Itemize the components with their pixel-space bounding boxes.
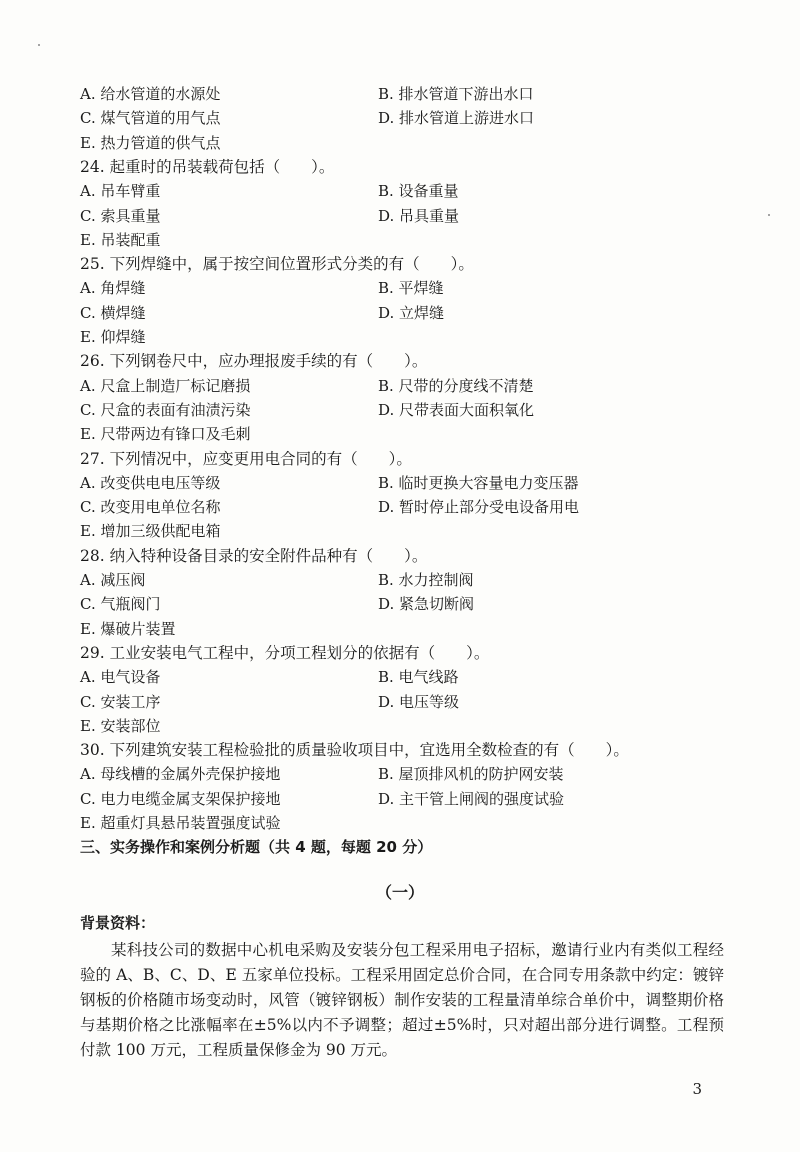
option-single: E. 安装部位 (80, 716, 161, 735)
option-single: E. 吊装配重 (80, 230, 161, 249)
option-single: E. 热力管道的供气点 (80, 133, 221, 152)
option-right: B. 平焊缝 (378, 279, 444, 298)
case-title: （一） (375, 883, 424, 902)
option-row (80, 374, 740, 398)
option-left: A. 改变供电电压等级 (80, 473, 221, 492)
option-row (80, 568, 740, 592)
background-label: 背景资料： (80, 914, 156, 932)
option-right: B. 水力控制阀 (378, 571, 474, 589)
option-row (80, 82, 740, 106)
option-single: E. 仰焊缝 (80, 328, 146, 346)
option-single: E. 超重灯具悬吊装置强度试验 (80, 814, 281, 832)
option-left: A. 吊车臂重 (80, 182, 161, 201)
option-left: C. 气瓶阀门 (80, 595, 161, 614)
option-single: E. 增加三级供配电箱 (80, 522, 221, 541)
option-right: D. 暂时停止部分受电设备用电 (378, 498, 580, 517)
option-right: D. 立焊缝 (378, 303, 445, 322)
option-row (80, 106, 740, 130)
option-row (80, 787, 740, 811)
option-right: D. 吊具重量 (378, 206, 460, 225)
option-right: B. 设备重量 (378, 182, 459, 201)
option-left: C. 安装工序 (80, 692, 161, 711)
option-row (80, 276, 740, 300)
option-left: C. 索具重量 (80, 206, 161, 225)
option-left: A. 角焊缝 (80, 279, 146, 298)
option-row (80, 592, 740, 616)
option-right: D. 主干管上闸阀的强度试验 (378, 789, 565, 808)
option-right: D. 紧急切断阀 (378, 595, 475, 614)
question-stem: 30. 下列建筑安装工程检验批的质量验收项目中，宜选用全数检查的有（ ）。 (80, 741, 629, 760)
scan-speck (768, 214, 770, 216)
option-right: B. 电气线路 (378, 668, 459, 687)
option-right: D. 电压等级 (378, 692, 460, 711)
option-left: A. 减压阀 (80, 571, 146, 589)
page-number: 3 (692, 1080, 702, 1098)
background-paragraph: 某科技公司的数据中心机电采购及安装分包工程采用电子招标，邀请行业内有类似工程经验的 A、B、C、D、E 五家单位投标。工程采用固定总价合同，在合同专用条款中约定：镀锌钢板的价格随市场变动时，风管（镀锌钢板）制作安装的工程量清单综合单价中，调整期价格与基期价格之比涨幅率在±5%以内不予调整；超过±5%时，只对超出部分进行调整。工程预付款 100 万元，工程质量保修金为 90 万元。 (80, 941, 724, 1059)
question-stem: 28. 纳入特种设备目录的安全附件品种有（ ）。 (80, 546, 428, 565)
option-left: A. 电气设备 (80, 668, 161, 687)
option-right: D. 排水管道上游进水口 (378, 109, 535, 128)
option-left: C. 电力电缆金属支架保护接地 (80, 789, 281, 808)
option-right: B. 排水管道下游出水口 (378, 85, 534, 103)
option-row (80, 301, 740, 325)
option-left: A. 尺盒上制造厂标记磨损 (80, 376, 251, 395)
option-row (80, 690, 740, 714)
question-stem: 24. 起重时的吊装载荷包括（ ）。 (80, 157, 335, 176)
question-stem: 29. 工业安装电气工程中，分项工程划分的依据有（ ）。 (80, 643, 490, 662)
scan-speck (38, 44, 40, 46)
question-stem: 27. 下列情况中，应变更用电合同的有（ ）。 (80, 449, 412, 468)
section-heading: 三、实务操作和案例分析题（共 4 题，每题 20 分） (80, 838, 433, 857)
option-right: B. 临时更换大容量电力变压器 (378, 473, 579, 492)
option-row (80, 471, 740, 495)
option-row (80, 665, 740, 689)
option-right: B. 屋顶排风机的防护网安装 (378, 765, 564, 784)
option-row (80, 495, 740, 519)
option-row (80, 204, 740, 228)
question-stem: 25. 下列焊缝中，属于按空间位置形式分类的有（ ）。 (80, 255, 474, 274)
option-row (80, 762, 740, 786)
option-row (80, 398, 740, 422)
option-left: C. 改变用电单位名称 (80, 498, 221, 517)
option-single: E. 尺带两边有锋口及毛刺 (80, 425, 251, 444)
option-right: B. 尺带的分度线不清楚 (378, 376, 534, 395)
option-left: A. 母线槽的金属外壳保护接地 (80, 765, 281, 784)
option-row (80, 179, 740, 203)
option-left: C. 尺盒的表面有油渍污染 (80, 400, 251, 419)
question-stem: 26. 下列钢卷尺中，应办理报废手续的有（ ）。 (80, 352, 428, 371)
option-left: C. 横焊缝 (80, 303, 146, 322)
option-left: C. 煤气管道的用气点 (80, 109, 221, 128)
option-single: E. 爆破片装置 (80, 619, 176, 638)
option-left: A. 给水管道的水源处 (80, 85, 221, 103)
option-right: D. 尺带表面大面积氧化 (378, 400, 535, 419)
